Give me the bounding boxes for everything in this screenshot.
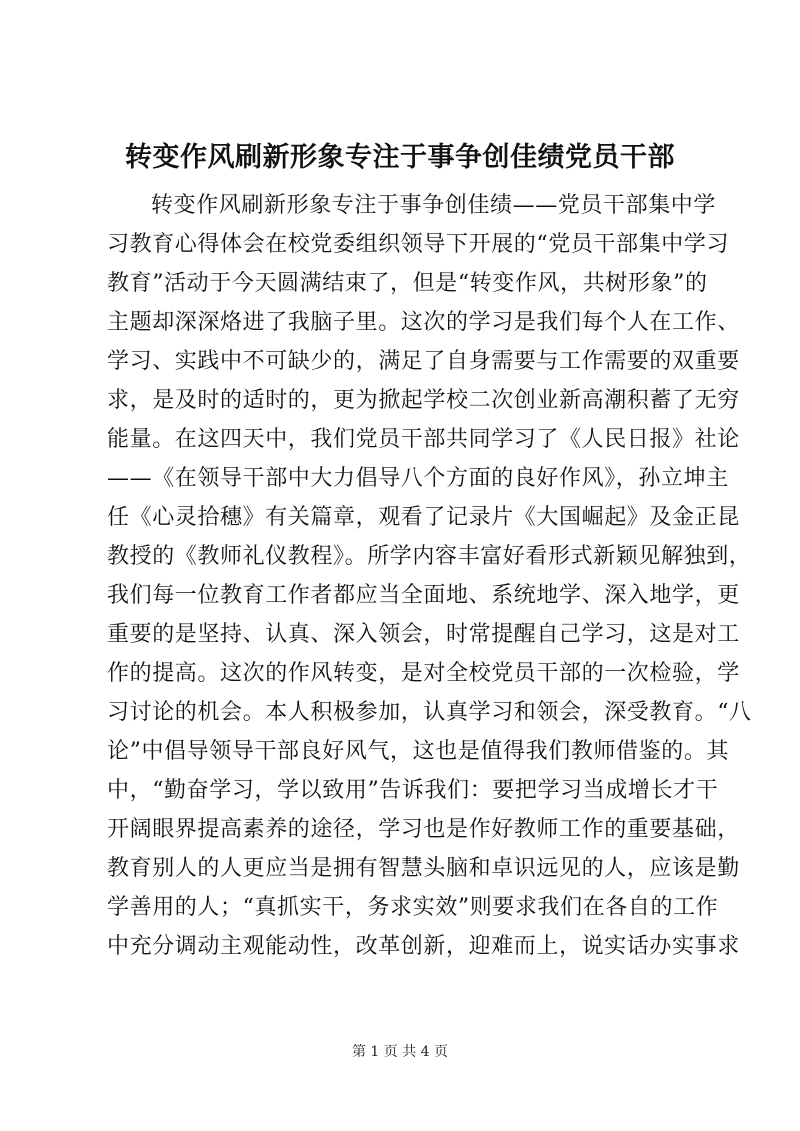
body-line: 论”中倡导领导干部良好风气，这也是值得我们教师借鉴的。其 (107, 739, 730, 764)
body-line: 能量。在这四天中，我们党员干部共同学习了《人民日报》社论 (107, 427, 740, 452)
body-line: 习讨论的机会。本人积极参加，认真学习和领会，深受教育。“八 (107, 700, 752, 725)
body-line: 教育别人的人更应当是拥有智慧头脑和卓识远见的人，应该是勤 (107, 856, 740, 881)
body-line: 重要的是坚持、认真、深入领会，时常提醒自己学习，这是对工 (107, 622, 740, 647)
body-line: 作的提高。这次的作风转变，是对全校党员干部的一次检验，学 (107, 661, 740, 686)
body-line: 转变作风刷新形象专注于事争创佳绩——党员干部集中学 (151, 193, 717, 218)
body-line: 学习、实践中不可缺少的，满足了自身需要与工作需要的双重要 (107, 349, 740, 374)
body-line: 任《心灵拾穗》有关篇章，观看了记录片《大国崛起》及金正昆 (107, 505, 740, 530)
body-line: 学善用的人；“真抓实干，务求实效”则要求我们在各自的工作 (107, 895, 719, 920)
body-line: 教授的《教师礼仪教程》。所学内容丰富好看形式新颖见解独到， (107, 544, 752, 569)
body-line: ——《在领导干部中大力倡导八个方面的良好作风》，孙立坤主 (107, 466, 729, 491)
body-line: 开阔眼界提高素养的途径，学习也是作好教师工作的重要基础， (107, 817, 740, 842)
body-line: 中，“勤奋学习，学以致用”告诉我们：要把学习当成增长才干 (107, 778, 719, 803)
body-line: 求，是及时的适时的，更为掀起学校二次创业新高潮积蓄了无穷 (107, 388, 740, 413)
body-line: 我们每一位教育工作者都应当全面地、系统地学、深入地学，更 (107, 583, 740, 608)
body-line: 主题却深深烙进了我脑子里。这次的学习是我们每个人在工作、 (107, 310, 740, 335)
page-number-footer: 第 1 页 共 4 页 (351, 1044, 449, 1060)
body-line: 教育”活动于今天圆满结束了，但是“转变作风，共树形象”的 (107, 271, 708, 296)
body-line: 习教育心得体会在校党委组织领导下开展的“党员干部集中学习 (107, 232, 730, 257)
body-line: 中充分调动主观能动性，改革创新，迎难而上，说实话办实事求 (107, 934, 740, 959)
document-body (107, 186, 752, 966)
document-title: 转变作风刷新形象专注于事争创佳绩党员干部 (125, 142, 675, 173)
